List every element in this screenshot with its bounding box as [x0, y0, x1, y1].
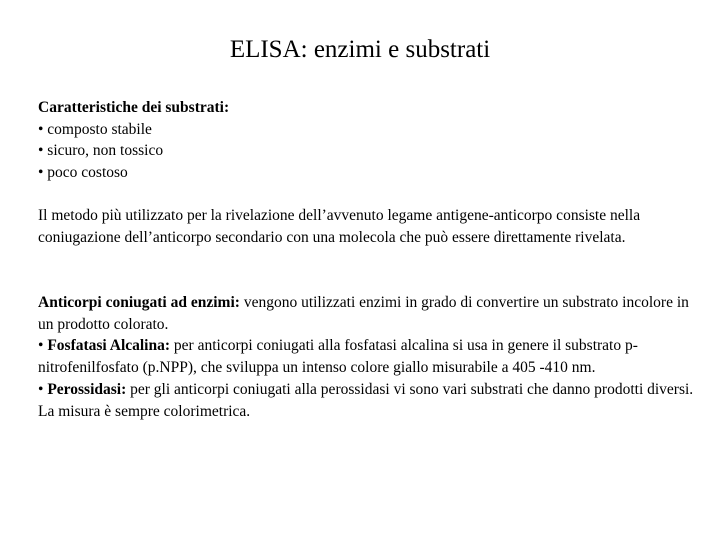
peroxidase-heading: Perossidasi: — [47, 380, 127, 398]
enzymes-intro — [38, 292, 702, 335]
characteristic-item-stable: • composto stabile — [38, 120, 152, 138]
characteristic-item-cheap: • poco costoso — [38, 164, 128, 182]
alkaline-phosphatase-item — [38, 335, 702, 378]
peroxidase-text: per gli anticorpi coniugati alla perossidasi vi sono vari substrati che danno prodotti diversi. La misura è sempre colorimetrica. — [38, 380, 694, 420]
alkaline-phosphatase-heading: Fosfatasi Alcalina: — [47, 337, 171, 355]
peroxidase-item — [38, 379, 702, 422]
peroxidase-bullet: • — [38, 380, 48, 398]
enzymes-intro-text: vengono utilizzati enzimi in grado di convertire un substrato incolore in un prodotto colorato. — [38, 294, 689, 333]
characteristic-item-safe: • sicuro, non tossico — [38, 142, 164, 160]
substrate-characteristics — [38, 97, 702, 184]
alkaline-bullet: • — [38, 337, 48, 355]
alkaline-phosphatase-text: per anticorpi coniugati alla fosfatasi alcalina si usa in genere il substrato p-nitrofenilfosfato (p.NPP), che sviluppa un intenso colore giallo misurabile a 405 -410 nm. — [38, 337, 638, 377]
enzymes-section — [38, 292, 702, 422]
enzymes-intro-heading: Anticorpi coniugati ad enzimi: — [38, 294, 240, 311]
method-text: Il metodo più utilizzato per la rivelazione dell’avvenuto legame antigene-anticorpo consiste nella coniugazione dell’anticorpo secondario con una molecola che può essere direttamente rivelata. — [38, 207, 641, 246]
slide-title: ELISA: enzimi e substrati — [229, 36, 491, 63]
characteristics-heading: Caratteristiche dei substrati: — [38, 99, 230, 116]
method-paragraph — [38, 205, 702, 248]
